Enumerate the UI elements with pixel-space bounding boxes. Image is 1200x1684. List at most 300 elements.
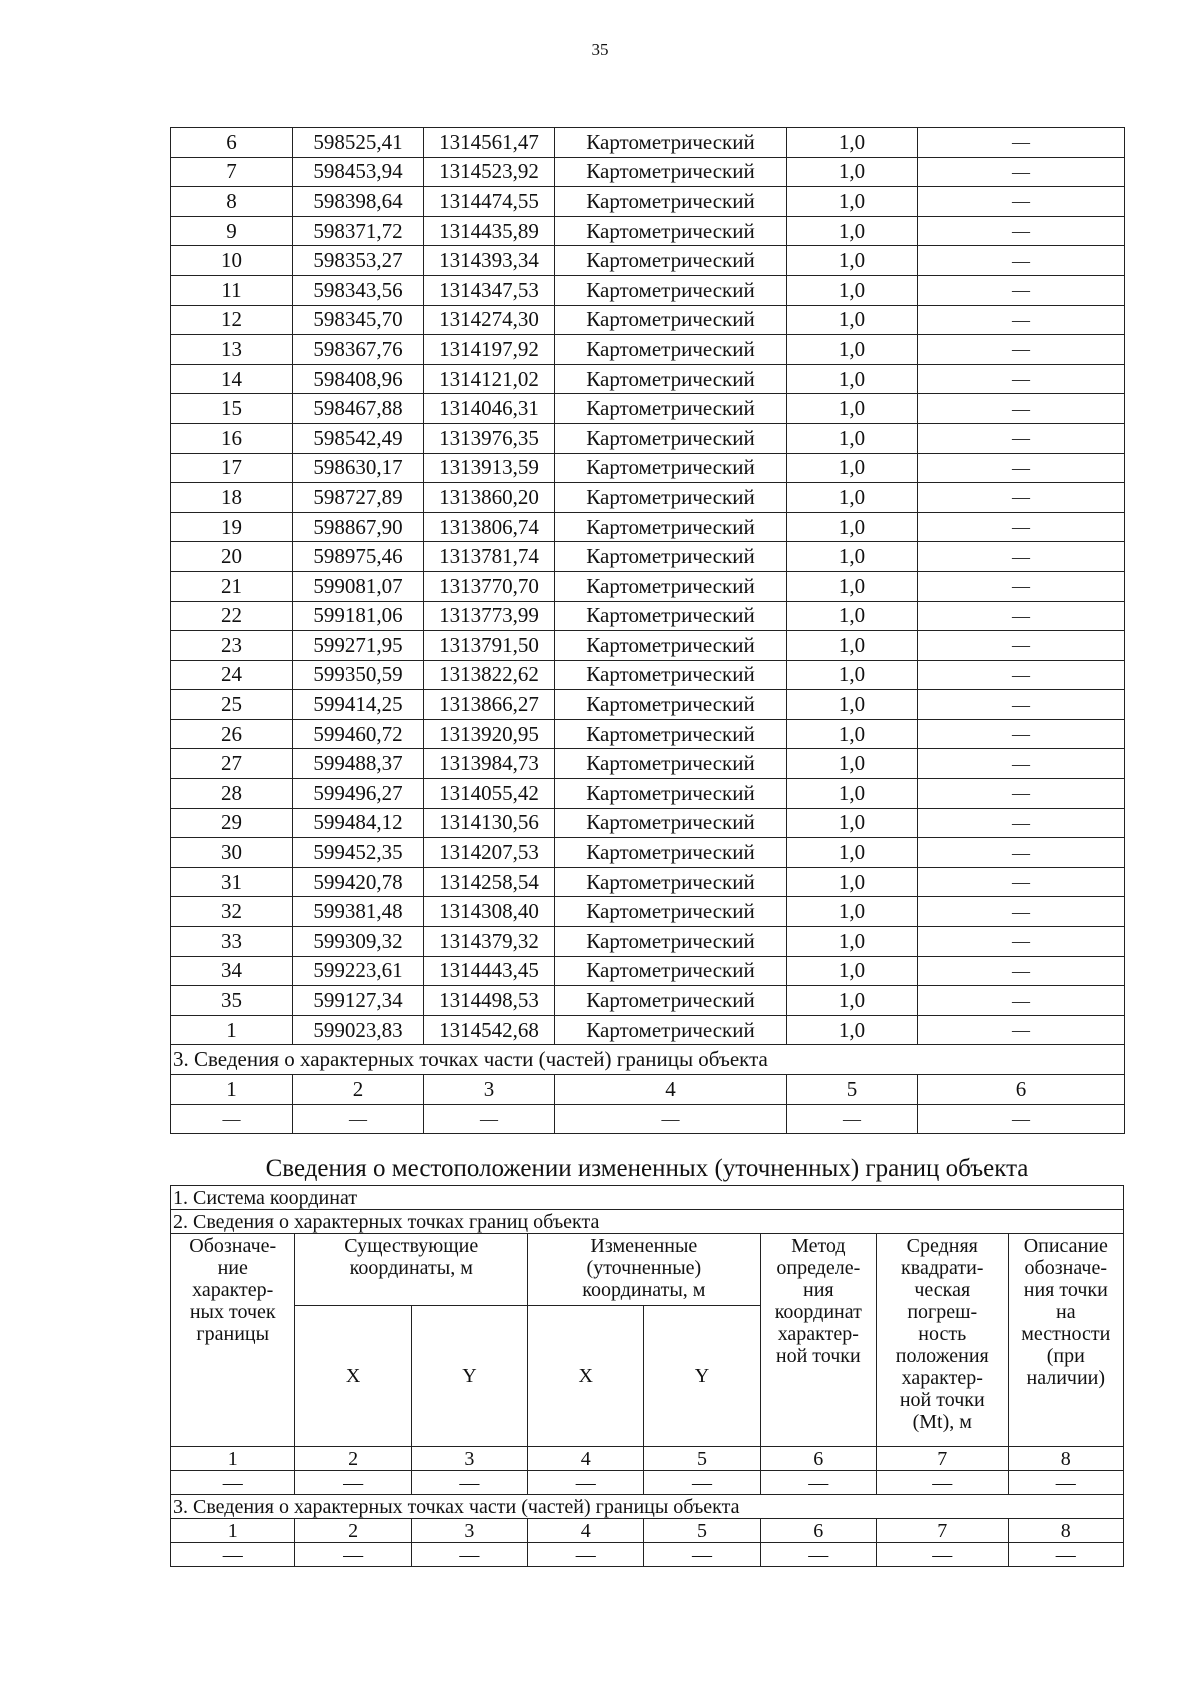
accuracy-cell: 1,0 (787, 1015, 918, 1045)
coord-y-cell: 1314121,02 (424, 364, 555, 394)
description-cell: — (918, 157, 1125, 187)
coord-y-cell: 1314474,55 (424, 187, 555, 217)
header-line: погреш- (907, 1301, 978, 1323)
point-number-cell: 1 (171, 1015, 293, 1045)
table-cell: 3 (411, 1519, 527, 1543)
description-cell: — (918, 128, 1125, 158)
accuracy-cell: 1,0 (787, 631, 918, 661)
table-cell: — (760, 1543, 876, 1567)
table-row (171, 216, 1125, 246)
method-cell: Картометрический (555, 364, 787, 394)
header-line: координаты, м (582, 1279, 706, 1301)
coord-x-cell: 599350,59 (293, 660, 424, 690)
accuracy-cell: 1,0 (787, 838, 918, 868)
description-cell: — (918, 838, 1125, 868)
description-cell: — (918, 690, 1125, 720)
coord-y-cell: 1314197,92 (424, 335, 555, 365)
coord-x-cell: 599023,83 (293, 1015, 424, 1045)
table-row (171, 364, 1125, 394)
method-cell: Картометрический (555, 719, 787, 749)
accuracy-cell: 1,0 (787, 335, 918, 365)
method-cell: Картометрический (555, 808, 787, 838)
point-number-cell: 23 (171, 631, 293, 661)
point-number-cell: 16 (171, 423, 293, 453)
part-points-section (171, 1045, 1125, 1134)
table-row (171, 660, 1125, 690)
point-number-cell: 10 (171, 246, 293, 276)
coord-y-cell: 1313822,62 (424, 660, 555, 690)
method-cell: Картометрический (555, 631, 787, 661)
point-number-cell: 33 (171, 927, 293, 957)
boundary-points-body (171, 128, 1125, 1045)
coord-x-cell: 599496,27 (293, 779, 424, 809)
accuracy-cell: 1,0 (787, 779, 918, 809)
coord-y-cell: 1314561,47 (424, 128, 555, 158)
header-line: ния точки (1023, 1279, 1108, 1301)
coord-x-cell: 598367,76 (293, 335, 424, 365)
part-column-numbers-row (171, 1519, 1124, 1543)
coord-y-cell: 1314393,34 (424, 246, 555, 276)
point-number-cell: 27 (171, 749, 293, 779)
method-cell: Картометрический (555, 187, 787, 217)
description-cell: — (918, 394, 1125, 424)
table-cell: 7 (876, 1519, 1008, 1543)
coord-y-cell: 1313976,35 (424, 423, 555, 453)
coord-y-cell: 1313781,74 (424, 542, 555, 572)
header-line: на (1055, 1301, 1076, 1323)
coord-x-cell: 598630,17 (293, 453, 424, 483)
point-number-cell: 19 (171, 512, 293, 542)
accuracy-cell: 1,0 (787, 719, 918, 749)
table-cell: — (760, 1471, 876, 1495)
accuracy-cell: 1,0 (787, 423, 918, 453)
table-row (171, 867, 1125, 897)
method-cell: Картометрический (555, 897, 787, 927)
accuracy-cell: 1,0 (787, 986, 918, 1016)
coord-y-cell: 1313920,95 (424, 719, 555, 749)
table-cell: — (1008, 1471, 1123, 1495)
description-cell: — (918, 542, 1125, 572)
table-cell: 8 (1008, 1447, 1123, 1471)
coord-y-cell: 1314443,45 (424, 956, 555, 986)
coord-x-cell: 599484,12 (293, 808, 424, 838)
table-cell: — (171, 1543, 295, 1567)
description-cell: — (918, 749, 1125, 779)
accuracy-cell: 1,0 (787, 571, 918, 601)
coord-x-cell: 598345,70 (293, 305, 424, 335)
table-cell: 2 (295, 1447, 411, 1471)
method-cell: Картометрический (555, 394, 787, 424)
coord-x-cell: 598353,27 (293, 246, 424, 276)
method-cell: Картометрический (555, 986, 787, 1016)
coord-x-cell: 599452,35 (293, 838, 424, 868)
description-cell: — (918, 246, 1125, 276)
accuracy-cell: 1,0 (787, 512, 918, 542)
coord-x-cell: 598467,88 (293, 394, 424, 424)
coord-system-row (171, 1186, 1124, 1210)
header-line: ние (217, 1257, 248, 1279)
description-cell: — (918, 601, 1125, 631)
header-line: ческая (914, 1279, 971, 1301)
method-cell: Картометрический (555, 512, 787, 542)
point-number-cell: 11 (171, 275, 293, 305)
empty-row (171, 1471, 1124, 1495)
point-number-cell: 22 (171, 601, 293, 631)
table-cell: 1 (171, 1447, 295, 1471)
coord-y-cell: 1313866,27 (424, 690, 555, 720)
coord-x-cell: 598408,96 (293, 364, 424, 394)
point-number-cell: 7 (171, 157, 293, 187)
point-number-cell: 34 (171, 956, 293, 986)
coord-x-cell: 599420,78 (293, 867, 424, 897)
method-cell: Картометрический (555, 867, 787, 897)
table-cell: 7 (876, 1447, 1008, 1471)
coord-y-cell: 1314542,68 (424, 1015, 555, 1045)
table-row (171, 749, 1125, 779)
table-cell: 6 (760, 1519, 876, 1543)
coord-y-cell: 1314055,42 (424, 779, 555, 809)
accuracy-cell: 1,0 (787, 690, 918, 720)
accuracy-cell: 1,0 (787, 187, 918, 217)
header-line: наличии) (1026, 1367, 1106, 1389)
table-row (171, 631, 1125, 661)
description-cell: — (918, 808, 1125, 838)
accuracy-cell: 1,0 (787, 927, 918, 957)
point-number-cell: 28 (171, 779, 293, 809)
table-row (171, 571, 1125, 601)
method-cell: Картометрический (555, 601, 787, 631)
coord-x-cell: 598398,64 (293, 187, 424, 217)
point-number-cell: 29 (171, 808, 293, 838)
table-cell: — (411, 1471, 527, 1495)
table-row (171, 187, 1125, 217)
header-changed-coords (528, 1234, 761, 1306)
table-row (171, 838, 1125, 868)
table-row (171, 275, 1125, 305)
empty-cell: — (293, 1104, 424, 1134)
part-section-label: 3. Сведения о характерных точках части (частей) границы объекта (171, 1495, 1124, 1519)
column-number: 4 (555, 1075, 787, 1105)
header-line: Измененные (590, 1235, 698, 1257)
boundary-points-table (170, 127, 1125, 1134)
header-line: обозначе- (1024, 1257, 1107, 1279)
header-changed-y: Y (644, 1306, 760, 1447)
coord-y-cell: 1313913,59 (424, 453, 555, 483)
accuracy-cell: 1,0 (787, 275, 918, 305)
header-method (760, 1234, 876, 1447)
empty-cell: — (787, 1104, 918, 1134)
changed-boundaries-table (170, 1185, 1124, 1567)
coord-x-cell: 599381,48 (293, 897, 424, 927)
header-line: местности (1021, 1323, 1111, 1345)
description-cell: — (918, 956, 1125, 986)
method-cell: Картометрический (555, 275, 787, 305)
table-row (171, 808, 1125, 838)
method-cell: Картометрический (555, 779, 787, 809)
header-line: ной точки (899, 1389, 985, 1411)
table-cell: — (876, 1471, 1008, 1495)
method-cell: Картометрический (555, 305, 787, 335)
accuracy-cell: 1,0 (787, 216, 918, 246)
column-number: 3 (424, 1075, 555, 1105)
table-cell: 8 (1008, 1519, 1123, 1543)
header-line: (уточненные) (586, 1257, 702, 1279)
table-row (171, 601, 1125, 631)
empty-cell: — (424, 1104, 555, 1134)
accuracy-cell: 1,0 (787, 453, 918, 483)
method-cell: Картометрический (555, 956, 787, 986)
coord-y-cell: 1314258,54 (424, 867, 555, 897)
points-section-label: 2. Сведения о характерных точках границ объекта (171, 1210, 1124, 1234)
description-cell: — (918, 364, 1125, 394)
table-cell: 4 (528, 1447, 644, 1471)
description-cell: — (918, 867, 1125, 897)
table-cell: 4 (528, 1519, 644, 1543)
point-number-cell: 24 (171, 660, 293, 690)
header-error (876, 1234, 1008, 1447)
description-cell: — (918, 779, 1125, 809)
coord-x-cell: 598867,90 (293, 512, 424, 542)
table-row (171, 542, 1125, 572)
header-line: (Mt), м (912, 1411, 972, 1433)
coord-x-cell: 598525,41 (293, 128, 424, 158)
coord-y-cell: 1314308,40 (424, 897, 555, 927)
changed-boundaries-title: Сведения о местоположении измененных (уточненных) границ объекта (265, 1155, 1029, 1182)
accuracy-cell: 1,0 (787, 749, 918, 779)
accuracy-cell: 1,0 (787, 660, 918, 690)
table-cell: 5 (644, 1519, 760, 1543)
table-cell: — (295, 1471, 411, 1495)
coord-x-cell: 599181,06 (293, 601, 424, 631)
point-number-cell: 8 (171, 187, 293, 217)
description-cell: — (918, 483, 1125, 513)
point-number-cell: 12 (171, 305, 293, 335)
header-line: ность (918, 1323, 967, 1345)
point-number-cell: 31 (171, 867, 293, 897)
accuracy-cell: 1,0 (787, 394, 918, 424)
header-line: координаты, м (349, 1257, 473, 1279)
header-existing-x: X (295, 1306, 411, 1447)
coord-x-cell: 598542,49 (293, 423, 424, 453)
column-number: 2 (293, 1075, 424, 1105)
coord-x-cell: 598727,89 (293, 483, 424, 513)
description-cell: — (918, 275, 1125, 305)
point-number-cell: 13 (171, 335, 293, 365)
description-cell: — (918, 719, 1125, 749)
coord-x-cell: 598371,72 (293, 216, 424, 246)
table-row (171, 512, 1125, 542)
table-cell: — (644, 1543, 760, 1567)
column-number: 5 (787, 1075, 918, 1105)
page-number: 35 (591, 40, 609, 59)
coord-y-cell: 1314379,32 (424, 927, 555, 957)
coord-y-cell: 1314046,31 (424, 394, 555, 424)
coord-y-cell: 1314274,30 (424, 305, 555, 335)
coord-y-cell: 1314523,92 (424, 157, 555, 187)
coord-x-cell: 599414,25 (293, 690, 424, 720)
method-cell: Картометрический (555, 453, 787, 483)
header-line: Существующие (344, 1235, 479, 1257)
table-row (171, 335, 1125, 365)
accuracy-cell: 1,0 (787, 867, 918, 897)
coord-x-cell: 599081,07 (293, 571, 424, 601)
coord-x-cell: 599309,32 (293, 927, 424, 957)
point-number-cell: 32 (171, 897, 293, 927)
coord-y-cell: 1313791,50 (424, 631, 555, 661)
description-cell: — (918, 187, 1125, 217)
table-row (171, 453, 1125, 483)
header-changed-x: X (528, 1306, 644, 1447)
description-cell: — (918, 335, 1125, 365)
header-line: положения (895, 1345, 989, 1367)
header-line: ных точек (189, 1301, 276, 1323)
empty-cell: — (918, 1104, 1125, 1134)
table-row (171, 157, 1125, 187)
table-cell: — (528, 1543, 644, 1567)
description-cell: — (918, 512, 1125, 542)
table-cell: — (1008, 1543, 1123, 1567)
coord-y-cell: 1313860,20 (424, 483, 555, 513)
column-number: 1 (171, 1075, 293, 1105)
coord-y-cell: 1314347,53 (424, 275, 555, 305)
header-line: ния (803, 1279, 834, 1301)
header-line: характер- (777, 1323, 859, 1345)
coord-x-cell: 599127,34 (293, 986, 424, 1016)
header-line: характер- (901, 1367, 983, 1389)
point-number-cell: 20 (171, 542, 293, 572)
point-number-cell: 14 (171, 364, 293, 394)
table-cell: 2 (295, 1519, 411, 1543)
coord-x-cell: 598343,56 (293, 275, 424, 305)
empty-cell: — (555, 1104, 787, 1134)
table-row (171, 423, 1125, 453)
points-section-row (171, 1210, 1124, 1234)
coord-x-cell: 599460,72 (293, 719, 424, 749)
table-cell: — (295, 1543, 411, 1567)
header-line: (при (1046, 1345, 1085, 1367)
table-cell: 5 (644, 1447, 760, 1471)
table-row (171, 394, 1125, 424)
point-number-cell: 18 (171, 483, 293, 513)
method-cell: Картометрический (555, 423, 787, 453)
table-row (171, 246, 1125, 276)
method-cell: Картометрический (555, 927, 787, 957)
description-cell: — (918, 216, 1125, 246)
column-number: 6 (918, 1075, 1125, 1105)
coord-x-cell: 598453,94 (293, 157, 424, 187)
header-line: координат (774, 1301, 862, 1323)
table-cell: 1 (171, 1519, 295, 1543)
coord-y-cell: 1314207,53 (424, 838, 555, 868)
table-row (171, 986, 1125, 1016)
point-number-cell: 25 (171, 690, 293, 720)
table-cell: — (528, 1471, 644, 1495)
header-line: Средняя (906, 1235, 978, 1257)
table-cell: — (876, 1543, 1008, 1567)
method-cell: Картометрический (555, 246, 787, 276)
point-number-cell: 9 (171, 216, 293, 246)
method-cell: Картометрический (555, 571, 787, 601)
part-section-row (171, 1495, 1124, 1519)
table-row (171, 690, 1125, 720)
part-header-row (171, 1075, 1125, 1105)
table-row (171, 483, 1125, 513)
point-number-cell: 15 (171, 394, 293, 424)
accuracy-cell: 1,0 (787, 956, 918, 986)
part-empty-row (171, 1543, 1124, 1567)
coord-x-cell: 598975,46 (293, 542, 424, 572)
description-cell: — (918, 631, 1125, 661)
point-number-cell: 30 (171, 838, 293, 868)
point-number-cell: 35 (171, 986, 293, 1016)
coord-x-cell: 599223,61 (293, 956, 424, 986)
accuracy-cell: 1,0 (787, 305, 918, 335)
header-designation (171, 1234, 295, 1447)
point-number-cell: 21 (171, 571, 293, 601)
description-cell: — (918, 927, 1125, 957)
empty-cell: — (171, 1104, 293, 1134)
column-numbers-row (171, 1447, 1124, 1471)
description-cell: — (918, 453, 1125, 483)
table-row (171, 779, 1125, 809)
description-cell: — (918, 571, 1125, 601)
description-cell: — (918, 305, 1125, 335)
table-cell: 3 (411, 1447, 527, 1471)
accuracy-cell: 1,0 (787, 157, 918, 187)
accuracy-cell: 1,0 (787, 808, 918, 838)
description-cell: — (918, 423, 1125, 453)
table-row (171, 1015, 1125, 1045)
table-row (171, 305, 1125, 335)
coord-y-cell: 1314498,53 (424, 986, 555, 1016)
accuracy-cell: 1,0 (787, 601, 918, 631)
accuracy-cell: 1,0 (787, 246, 918, 276)
description-cell: — (918, 986, 1125, 1016)
table-row (171, 719, 1125, 749)
method-cell: Картометрический (555, 749, 787, 779)
description-cell: — (918, 897, 1125, 927)
part-section-row (171, 1045, 1125, 1075)
table-cell: — (411, 1543, 527, 1567)
method-cell: Картометрический (555, 690, 787, 720)
table-row (171, 128, 1125, 158)
coord-x-cell: 599271,95 (293, 631, 424, 661)
method-cell: Картометрический (555, 216, 787, 246)
method-cell: Картометрический (555, 128, 787, 158)
coord-x-cell: 599488,37 (293, 749, 424, 779)
table-row (171, 897, 1125, 927)
header-existing-coords (295, 1234, 528, 1306)
header-line: характер- (192, 1279, 274, 1301)
method-cell: Картометрический (555, 157, 787, 187)
coord-y-cell: 1314130,56 (424, 808, 555, 838)
point-number-cell: 6 (171, 128, 293, 158)
table-cell: — (644, 1471, 760, 1495)
method-cell: Картометрический (555, 1015, 787, 1045)
header-line: квадрати- (901, 1257, 984, 1279)
coord-y-cell: 1313770,70 (424, 571, 555, 601)
part-section-title: 3. Сведения о характерных точках части (частей) границы объекта (171, 1045, 1125, 1075)
point-number-cell: 17 (171, 453, 293, 483)
table-row (171, 956, 1125, 986)
method-cell: Картометрический (555, 483, 787, 513)
header-description (1008, 1234, 1123, 1447)
coord-y-cell: 1313984,73 (424, 749, 555, 779)
accuracy-cell: 1,0 (787, 542, 918, 572)
header-existing-y: Y (411, 1306, 527, 1447)
header-line: Описание (1023, 1235, 1108, 1257)
description-cell: — (918, 660, 1125, 690)
